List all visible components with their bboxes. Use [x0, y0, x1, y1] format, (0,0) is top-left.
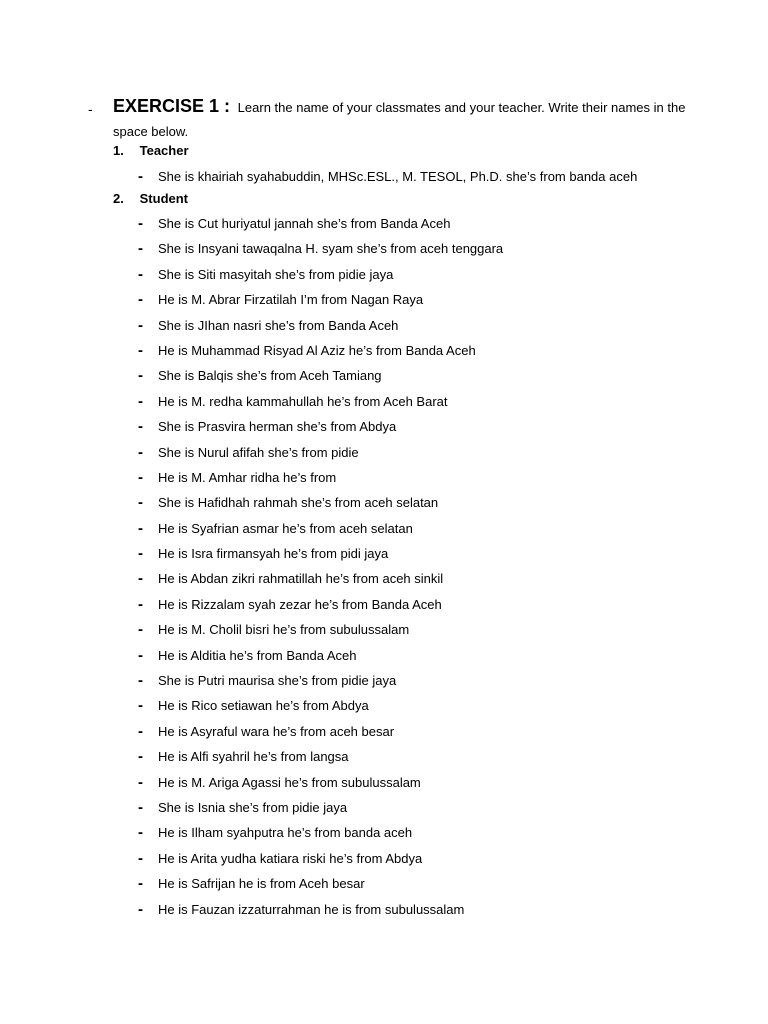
list-bullet: -	[138, 824, 143, 842]
list-item	[138, 693, 503, 718]
list-item-text: She is Insyani tawaqalna H. syam she’s from aceh tenggara	[158, 241, 504, 257]
list-item-text: He is Arita yudha katiara riski he’s from Abdya	[158, 850, 423, 866]
list-item	[138, 414, 503, 439]
list-item-text: He is Asyraful wara he’s from aceh besar	[158, 723, 395, 739]
list-item	[138, 592, 503, 617]
list-item-text: He is M. Ariga Agassi he’s from subulussalam	[158, 774, 421, 790]
list-item	[138, 211, 503, 236]
list-item-text: She is Nurul afifah she’s from pidie	[158, 444, 359, 460]
list-item-text: He is Syafrian asmar he’s from aceh selatan	[158, 520, 413, 536]
student-section-title: Student	[139, 191, 189, 206]
student-section-heading	[113, 191, 188, 206]
list-item	[138, 389, 503, 414]
list-item-text: She is Siti masyitah she’s from pidie jaya	[158, 266, 394, 282]
list-bullet: -	[138, 265, 143, 283]
teacher-section-title: Teacher	[139, 143, 189, 158]
exercise-instruction-block	[113, 94, 713, 144]
list-bullet: -	[138, 545, 143, 563]
list-item-text: She is khairiah syahabuddin, MHSc.ESL., M. TESOL, Ph.D. she’s from banda aceh	[158, 169, 638, 184]
list-bullet: -	[138, 875, 143, 893]
teacher-section-heading	[113, 143, 189, 158]
list-item-text: He is Fauzan izzaturrahman he is from subulussalam	[158, 901, 465, 917]
list-item	[138, 617, 503, 642]
list-item	[138, 313, 503, 338]
list-bullet: -	[138, 900, 143, 918]
list-bullet: -	[138, 570, 143, 588]
list-item	[138, 744, 503, 769]
student-list	[138, 211, 503, 922]
list-bullet: -	[138, 392, 143, 410]
list-item-text: She is Prasvira herman she’s from Abdya	[158, 419, 397, 435]
list-bullet: -	[138, 672, 143, 690]
list-bullet: -	[138, 849, 143, 867]
list-bullet: -	[138, 291, 143, 309]
exercise-bullet: -	[88, 101, 93, 117]
teacher-list	[138, 164, 637, 189]
list-item-text: She is JIhan nasri she’s from Banda Aceh	[158, 317, 399, 333]
list-item	[138, 164, 637, 189]
list-item-text: She is Isnia she’s from pidie jaya	[158, 799, 348, 815]
list-bullet: -	[138, 168, 143, 185]
list-item	[138, 770, 503, 795]
list-bullet: -	[138, 722, 143, 740]
list-bullet: -	[138, 773, 143, 791]
list-item	[138, 287, 503, 312]
list-bullet: -	[138, 646, 143, 664]
list-bullet: -	[138, 418, 143, 436]
list-item-text: He is Alfi syahril he’s from langsa	[158, 749, 349, 765]
list-item-text: He is Rizzalam syah zezar he’s from Banda Aceh	[158, 596, 442, 612]
list-item	[138, 541, 503, 566]
list-item-text: He is Rico setiawan he’s from Abdya	[158, 698, 369, 714]
list-item	[138, 236, 503, 261]
list-item-text: He is M. Amhar ridha he’s from	[158, 469, 337, 485]
list-item-text: He is M. redha kammahullah he’s from Aceh Barat	[158, 393, 448, 409]
list-item-text: He is Muhammad Risyad Al Aziz he’s from Banda Aceh	[158, 342, 476, 358]
list-item	[138, 363, 503, 388]
list-item	[138, 566, 503, 591]
list-bullet: -	[138, 443, 143, 461]
list-item	[138, 795, 503, 820]
list-bullet: -	[138, 341, 143, 359]
list-item	[138, 490, 503, 515]
exercise-instruction: Learn the name of your classmates and your teacher. Write their names in the space below.	[113, 100, 686, 139]
student-section-number: 2.	[113, 191, 124, 206]
list-item	[138, 338, 503, 363]
list-bullet: -	[138, 748, 143, 766]
list-bullet: -	[138, 240, 143, 258]
list-item-text: He is Abdan zikri rahmatillah he’s from aceh sinkil	[158, 571, 444, 587]
list-bullet: -	[138, 367, 143, 385]
list-bullet: -	[138, 697, 143, 715]
list-item	[138, 465, 503, 490]
list-bullet: -	[138, 595, 143, 613]
list-bullet: -	[138, 798, 143, 816]
list-item	[138, 897, 503, 922]
teacher-section-number: 1.	[113, 143, 124, 158]
list-item	[138, 820, 503, 845]
list-item	[138, 440, 503, 465]
list-item-text: He is Isra firmansyah he’s from pidi jaya	[158, 546, 389, 562]
list-item-text: He is Ilham syahputra he’s from banda aceh	[158, 825, 413, 841]
list-item	[138, 262, 503, 287]
list-bullet: -	[138, 519, 143, 537]
exercise-heading: EXERCISE 1 :	[113, 96, 231, 116]
list-item-text: He is Alditia he’s from Banda Aceh	[158, 647, 357, 663]
list-item	[138, 871, 503, 896]
list-item	[138, 516, 503, 541]
list-item-text: He is M. Abrar Firzatilah I’m from Nagan Raya	[158, 292, 424, 308]
list-item-text: She is Hafidhah rahmah she’s from aceh selatan	[158, 495, 439, 511]
list-item	[138, 643, 503, 668]
list-bullet: -	[138, 494, 143, 512]
list-bullet: -	[138, 621, 143, 639]
list-item-text: She is Balqis she’s from Aceh Tamiang	[158, 368, 382, 384]
list-item-text: She is Cut huriyatul jannah she’s from Banda Aceh	[158, 216, 451, 231]
list-item	[138, 846, 503, 871]
list-bullet: -	[138, 468, 143, 486]
list-item	[138, 668, 503, 693]
list-bullet: -	[138, 215, 143, 232]
list-item	[138, 719, 503, 744]
list-item-text: He is Safrijan he is from Aceh besar	[158, 876, 365, 892]
list-item-text: She is Putri maurisa she’s from pidie jaya	[158, 673, 397, 689]
list-bullet: -	[138, 316, 143, 334]
list-item-text: He is M. Cholil bisri he’s from subulussalam	[158, 622, 410, 638]
